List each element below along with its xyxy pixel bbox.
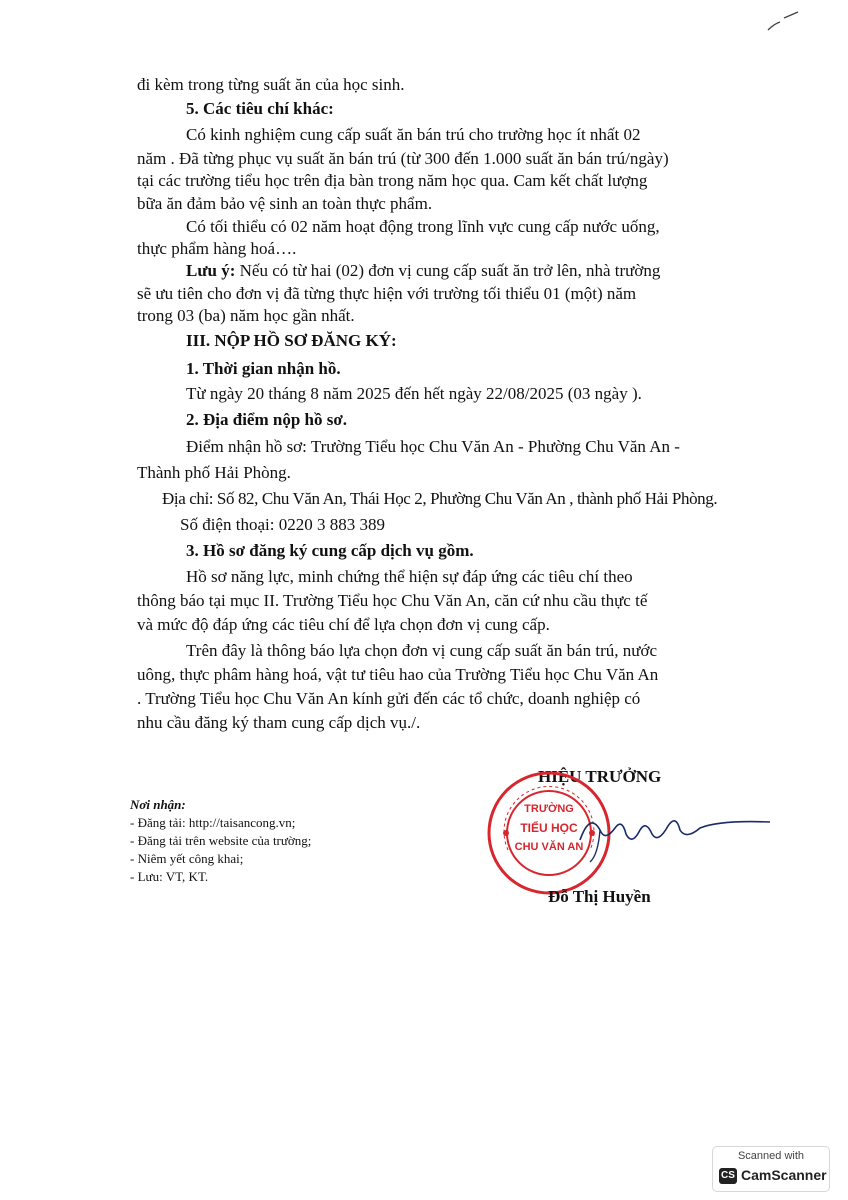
text-line: Từ ngày 20 tháng 8 năm 2025 đến hết ngày 22/08/2025 (03 ngày ). xyxy=(186,384,642,403)
note-text: Nếu có từ hai (02) đơn vị cung cấp suất ăn trở lên, nhà trường xyxy=(239,261,661,280)
note-label: Lưu ý: xyxy=(186,261,236,280)
section-heading: III. NỘP HỒ SƠ ĐĂNG KÝ: xyxy=(186,331,397,350)
recipient-item: - Niêm yết công khai; xyxy=(130,851,244,866)
subsection-heading: 3. Hồ sơ đăng ký cung cấp dịch vụ gồm. xyxy=(186,541,474,560)
camscanner-badge xyxy=(712,1146,830,1192)
subsection-heading: 2. Địa điểm nộp hồ sơ. xyxy=(186,410,348,429)
svg-text:CHU VĂN AN: CHU VĂN AN xyxy=(514,841,584,853)
signer-name: Đỗ Thị Huyền xyxy=(548,887,651,906)
text-line: . Trường Tiểu học Chu Văn An kính gửi đến các tổ chức, doanh nghiệp có xyxy=(137,689,641,708)
recipient-item: - Đăng tải: http://taisancong.vn; xyxy=(130,815,296,830)
text-line: Hồ sơ năng lực, minh chứng thể hiện sự đáp ứng các tiêu chí theo xyxy=(186,567,633,586)
signer-title: HIỆU TRƯỞNG xyxy=(538,767,662,786)
phone-line: Số điện thoại: 0220 3 883 389 xyxy=(180,515,385,534)
camscanner-logo-icon: CS xyxy=(719,1168,737,1184)
svg-text:TIỂU HỌC: TIỂU HỌC xyxy=(520,821,578,835)
text-line: đi kèm trong từng suất ăn của học sinh. xyxy=(137,75,405,94)
text-line: và mức độ đáp ứng các tiêu chí để lựa chọn đơn vị cung cấp. xyxy=(137,615,550,634)
recipients-title: Nơi nhận: xyxy=(130,797,186,812)
pen-mark-icon xyxy=(764,10,804,34)
text-line: năm . Đã từng phục vụ suất ăn bán trú (từ 300 đến 1.000 suất ăn bán trú/ngày) xyxy=(137,149,669,168)
signature-icon xyxy=(560,800,780,870)
recipient-item: - Đăng tải trên website của trường; xyxy=(130,833,312,848)
note-line xyxy=(186,260,660,282)
svg-text:TRƯỜNG: TRƯỜNG xyxy=(524,803,574,815)
recipients-block xyxy=(130,796,311,886)
badge-caption: Scanned with xyxy=(737,1150,805,1162)
text-line: Trên đây là thông báo lựa chọn đơn vị cung cấp suất ăn bán trú, nước xyxy=(186,641,658,660)
text-line: nhu cầu đăng ký tham cung cấp dịch vụ./. xyxy=(137,713,421,732)
text-line: tại các trường tiểu học trên địa bàn trong năm học qua. Cam kết chất lượng xyxy=(137,171,648,190)
address-line: Địa chỉ: Số 82, Chu Văn An, Thái Học 2, Phường Chu Văn An , thành phố Hải Phòng. xyxy=(162,489,718,508)
text-line: thông báo tại mục II. Trường Tiểu học Chu Văn An, căn cứ nhu cầu thực tế xyxy=(137,591,648,610)
text-line: Thành phố Hải Phòng. xyxy=(137,463,291,482)
text-line: bữa ăn đảm bảo vệ sinh an toàn thực phẩm. xyxy=(137,194,433,213)
text-line: trong 03 (ba) năm học gần nhất. xyxy=(137,306,355,325)
subsection-heading: 1. Thời gian nhận hồ. xyxy=(186,359,341,378)
text-line: thực phẩm hàng hoá…. xyxy=(137,239,297,258)
badge-brand: CamScanner xyxy=(741,1167,827,1183)
text-line: sẽ ưu tiên cho đơn vị đã từng thực hiện với trường tối thiểu 01 (một) năm xyxy=(137,284,637,303)
recipient-item: - Lưu: VT, KT. xyxy=(130,869,209,884)
text-line: Điểm nhận hồ sơ: Trường Tiểu học Chu Văn An - Phường Chu Văn An - xyxy=(186,437,680,456)
text-line: Có tối thiểu có 02 năm hoạt động trong lĩnh vực cung cấp nước uống, xyxy=(186,217,660,236)
text-line: uông, thực phâm hàng hoá, vật tư tiêu hao của Trường Tiểu học Chu Văn An xyxy=(137,665,659,684)
text-line: Có kinh nghiệm cung cấp suất ăn bán trú cho trường học ít nhất 02 xyxy=(186,125,641,144)
section-heading: 5. Các tiêu chí khác: xyxy=(186,99,334,118)
